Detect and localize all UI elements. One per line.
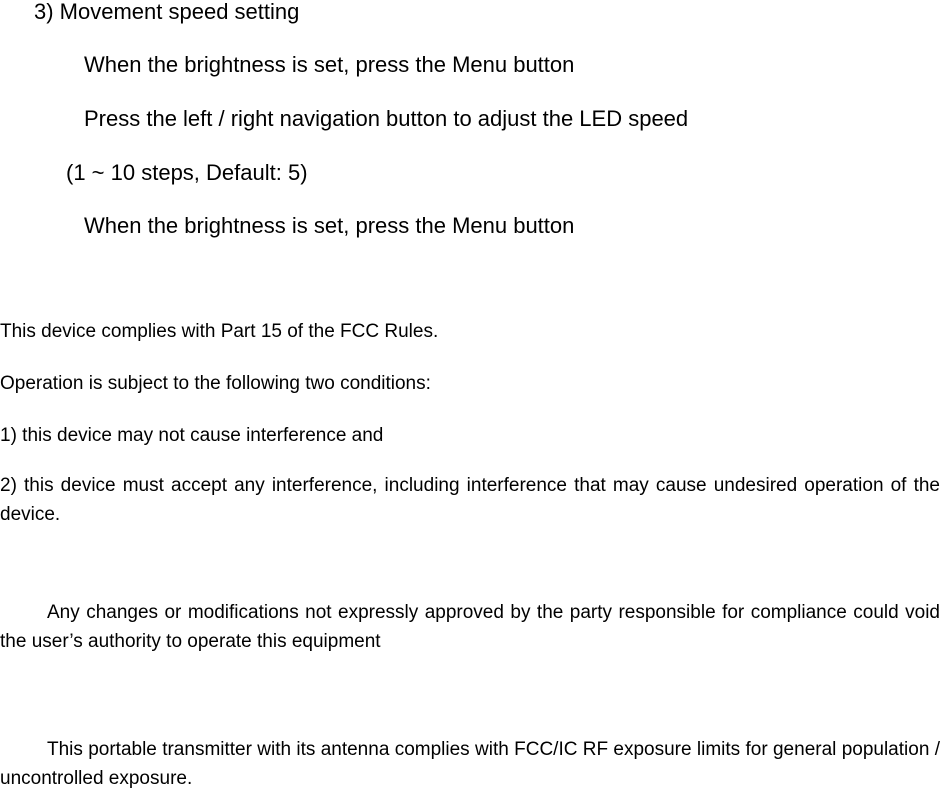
range-note: (1 ~ 10 steps, Default: 5)	[66, 160, 308, 185]
fcc-condition-1: 1) this device may not cause interference and	[0, 425, 384, 446]
fcc-condition-2: 2) this device must accept any interference, including interference that may cause undesired operation of the device.	[0, 475, 940, 525]
instruction-step: Press the left / right navigation button to adjust the LED speed	[84, 106, 689, 131]
instruction-step: When the brightness is set, press the Menu button	[84, 52, 575, 77]
changes-notice: Any changes or modifications not expressly approved by the party responsible for compliance could void the user’s authority to operate this equipment	[0, 602, 940, 652]
fcc-compliance-line: This device complies with Part 15 of the FCC Rules.	[0, 321, 439, 342]
rf-exposure-notice: This portable transmitter with its antenna complies with FCC/IC RF exposure limits for general population / uncontrolled exposure.	[0, 739, 940, 789]
fcc-conditions-intro: Operation is subject to the following two conditions:	[0, 373, 431, 394]
section-heading: 3) Movement speed setting	[34, 0, 300, 24]
instruction-step: When the brightness is set, press the Menu button	[84, 213, 575, 238]
